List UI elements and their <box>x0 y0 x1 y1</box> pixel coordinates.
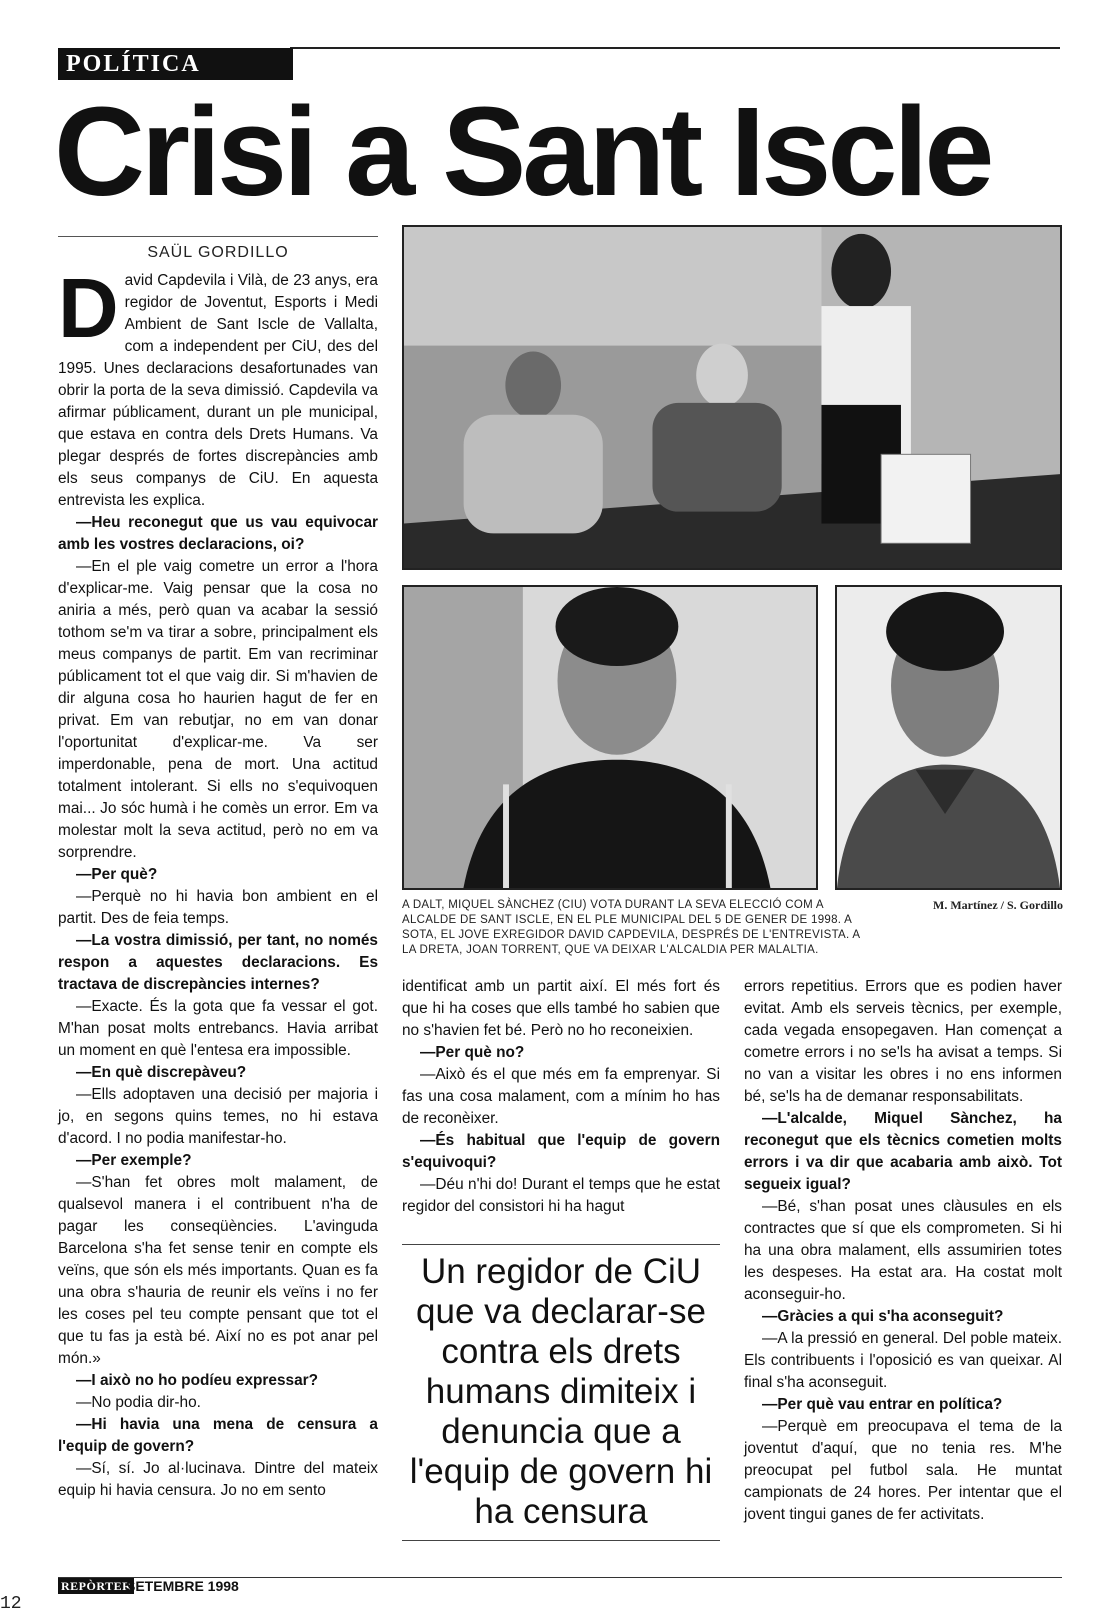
interview-answer: —Perquè em preocupava el tema de la joventut d'aquí, que no tenia res. M'he preocupat pel futbol sala. He muntat campionats de 24 hores. Per intentar que el jovent tingui ganes de fer activitats. <box>744 1418 1062 1523</box>
interview-answer: —En el ple vaig cometre un error a l'hora d'explicar-me. Vaig pensar que la cosa no aniria a més, però quan va acabar la sessió tothom se'm va tirar a sobre, principalment els meus companys de partit. Em van recriminar públicament tot el que vaig dir. Si m'havien de dir alguna cosa ho haurien hagut de fer en privat. Em van rebutjar, no em van donar l'oportunitat d'explicar-me. Va ser imperdonable, pena de mort. Una actitud totalment intolerant. Si ells no s'equivoquen mai... Jo sóc humà i he comès un error. Em va molestar molt la seva actitud, però no em va sorprendre. <box>58 558 378 861</box>
intro-paragraph <box>58 261 378 512</box>
page-number: 12 <box>0 1594 22 1614</box>
magazine-logo: REPÒRTER <box>58 1578 134 1594</box>
interview-question: —L'alcalde, Miquel Sànchez, ha reconegut que els tècnics cometien molts errors i va dir que acabaria amb això. Tot segueix igual? <box>744 1110 1062 1193</box>
interview-question: —Hi havia una mena de censura a l'equip de govern? <box>58 1416 378 1455</box>
article-column-1 <box>58 261 378 1502</box>
article-column-2 <box>402 976 720 1218</box>
interview-answer: identificat amb un partit així. El més fort és que hi ha coses que ells també ho sabien que no s'havien fet bé. Però no ho reconeixien. <box>402 978 720 1039</box>
pullquote-rule-bottom <box>402 1540 720 1541</box>
header-rule <box>290 47 1060 49</box>
issue-date: SETEMBRE 1998 <box>126 1578 239 1594</box>
pullquote-rule-top <box>402 1244 720 1245</box>
interview-answer: —S'han fet obres molt malament, de qualsevol manera i el contribuent n'ha de pagar les conseqüències. L'avinguda Barcelona s'ha fet sense tenir en compte els veïns, que són els més importants. Quan es fa una obra s'hauria de reunir els veïns i no fer les coses pel teu compte pensant que tot el que tu fas ja està bé. Així no es pot anar pel món.» <box>58 1174 378 1367</box>
interview-question: —La vostra dimissió, per tant, no només respon a aquestes declaracions. Es tractava de discrepàncies internes? <box>58 932 378 993</box>
pullquote: Un regidor de CiU que va declarar-se contra els drets humans dimiteix i denuncia que a l'equip de govern hi ha censura <box>409 1252 713 1531</box>
interview-answer: errors repetitius. Errors que es podien haver evitat. Amb els serveis tècnics, per exemple, cada vegada ensopegaven. Han començat a cometre errors i no se'ls ha avisat a temps. Si no van a visitar les obres i no ens informen bé, se'ls ha de demanar responsabilitats. <box>744 978 1062 1105</box>
column-3-body <box>744 976 1062 1526</box>
drop-cap: D <box>58 261 119 355</box>
photo-caption: A DALT, MIQUEL SÀNCHEZ (CIU) VOTA DURANT LA SEVA ELECCIÓ COM A ALCALDE DE SANT ISCLE, EN EL PLE MUNICIPAL DEL 5 DE GENER DE 1998. A SOTA, EL JOVE EXREGIDOR DAVID CAPDEVILA, DESPRÉS DE L'ENTREVISTA. A LA DRETA, JOAN TORRENT, QUE VA DEIXAR L'ALCALDIA PER MALALTIA. <box>402 899 860 956</box>
interview-question: —En què discrepàveu? <box>76 1064 247 1081</box>
photo-credit: M. Martínez / S. Gordillo <box>933 898 1063 912</box>
interview-answer: —Sí, sí. Jo al·lucinava. Dintre del mateix equip hi havia censura. Jo no em sento <box>58 1460 378 1499</box>
interview-question: —Heu reconegut que us vau equivocar amb les vostres declaracions, oi? <box>58 514 378 553</box>
photo-mayor-vote <box>402 225 1062 570</box>
interview-question: —És habitual que l'equip de govern s'equivoqui? <box>402 1132 720 1171</box>
intro-text: avid Capdevila i Vilà, de 23 anys, era regidor de Joventut, Esports i Medi Ambient de Sant Iscle de Vallalta, com a independent per CiU, des del 1995. Unes declaracions desafortunades van obrir la porta de la seva dimissió. Capdevila va afirmar públicament, durant un ple municipal, que estava en contra dels Drets Humans. Va plegar després de fortes discrepàncies amb els seus companys de CiU. En aquesta entrevista les explica. <box>58 272 378 509</box>
column-2-body <box>402 976 720 1218</box>
interview-question: —I això no ho podíeu expressar? <box>76 1372 319 1389</box>
interview-question: —Gràcies a qui s'ha aconseguit? <box>762 1308 1004 1325</box>
byline: SAÜL GORDILLO <box>147 244 289 261</box>
headline: Crisi a Sant Iscle <box>54 81 991 222</box>
interview-answer: —Exacte. És la gota que fa vessar el got. M'han posat molts entrebancs. Havia arribat un moment en què l'entesa era impossible. <box>58 998 378 1059</box>
interview-answer: —Perquè no hi havia bon ambient en el partit. Des de feia temps. <box>58 888 378 927</box>
byline-rule <box>58 236 378 237</box>
interview-answer: —Déu n'hi do! Durant el temps que he estat regidor del consistori hi ha hagut <box>402 1176 720 1215</box>
interview-answer: —A la pressió en general. Del poble mateix. Els contribuents i l'oposició es van queixar. Al final s'ha aconseguit. <box>744 1330 1062 1391</box>
interview-answer: —No podia dir-ho. <box>76 1394 201 1411</box>
interview-question: —Per exemple? <box>76 1152 192 1169</box>
interview-answer: —Ells adoptaven una decisió per majoria i jo, en segons quins temes, no hi estava d'acord. I no podia manifestar-ho. <box>58 1086 378 1147</box>
photo-joan-torrent <box>835 585 1062 890</box>
article-column-3 <box>744 976 1062 1526</box>
column-1-body <box>58 512 378 1502</box>
interview-question: —Per què no? <box>420 1044 525 1061</box>
interview-answer: —Això és el que més em fa emprenyar. Si fas una cosa malament, com a mínim ho has de reconèixer. <box>402 1066 720 1127</box>
interview-question: —Per què? <box>76 866 158 883</box>
interview-question: —Per què vau entrar en política? <box>762 1396 1003 1413</box>
interview-answer: —Bé, s'han posat unes clàusules en els contractes que sí que els comprometen. Si hi ha una obra malament, ells assumirien totes les despeses. Ha estat ara. Ha costat molt aconseguir-ho. <box>744 1198 1062 1303</box>
photo-david-capdevila <box>402 585 818 890</box>
section-tag: POLÍTICA <box>58 48 293 80</box>
